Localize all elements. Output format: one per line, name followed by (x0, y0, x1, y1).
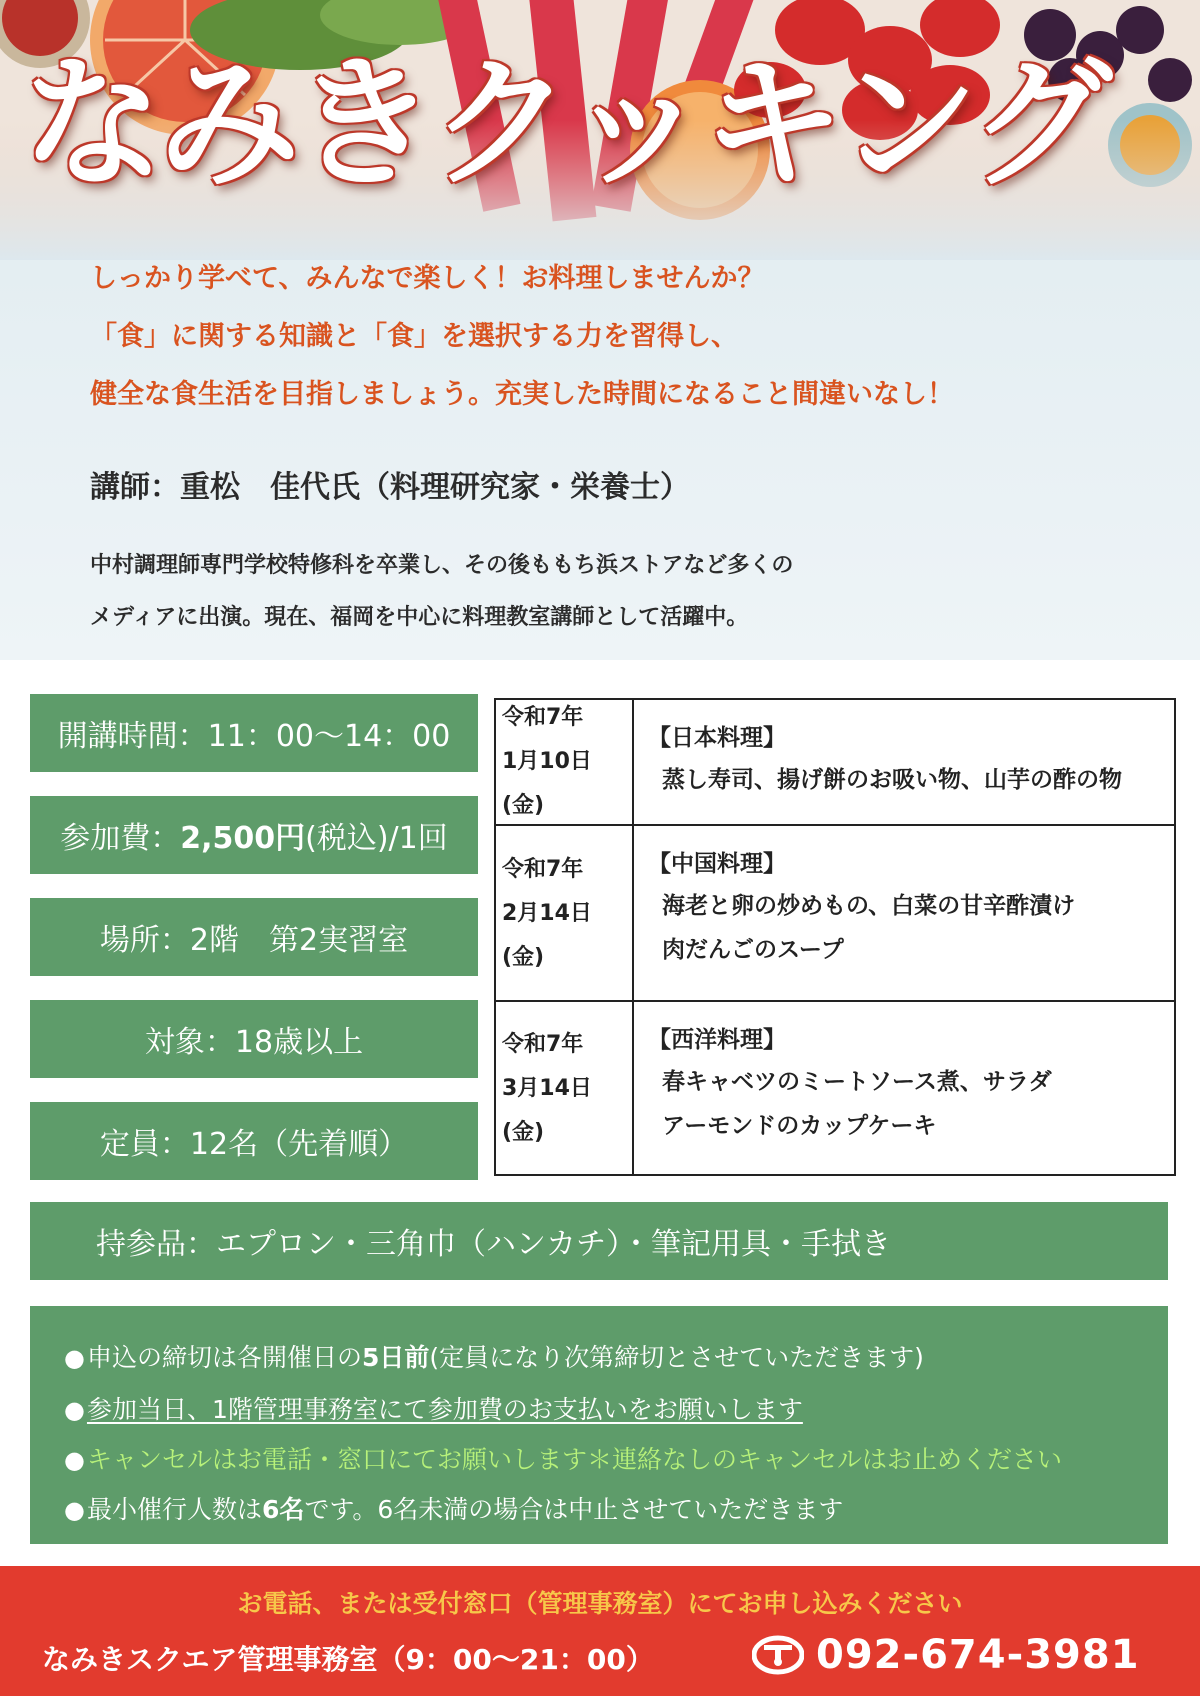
menu-category: 【西洋料理】 (648, 1027, 786, 1053)
page-title: なみきクッキング (22, 42, 1106, 207)
bullet-icon: ● (64, 1396, 85, 1424)
note-cancel-text: キャンセルはお電話・窓口にてお願いします＊連絡なしのキャンセルはお止めください (86, 1445, 1062, 1474)
fee-value: 2,500円 (180, 821, 306, 856)
footer (0, 1566, 1200, 1696)
note-payment (64, 1390, 803, 1426)
note-deadline-post: (定員になり次第締切とさせていただきます) (429, 1343, 924, 1372)
schedule-day: 2月14日(金) (502, 901, 592, 970)
bio-line: メディアに出演。現在、福岡を中心に料理教室講師として活躍中。 (90, 605, 749, 630)
time-text: 開講時間：11：00〜14：00 (57, 719, 451, 754)
menu-dish: 海老と卵の炒めもの、白菜の甘辛酢漬け (662, 893, 1076, 919)
note-minimum (64, 1490, 843, 1526)
menu-dish: 肉だんごのスープ (662, 937, 844, 963)
schedule-date (496, 826, 634, 1002)
phone-icon (752, 1635, 804, 1675)
capacity-box (30, 1102, 478, 1180)
intro-line: 「食」に関する知識と「食」を選択する力を習得し、 (90, 321, 738, 352)
phone-number[interactable]: 092-674-3981 (816, 1632, 1140, 1678)
target-text: 対象：18歳以上 (144, 1025, 364, 1060)
schedule-date (496, 700, 634, 824)
items-box (30, 1202, 1168, 1280)
office-name: なみきスクエア管理事務室（9：00〜21：00） (42, 1643, 654, 1676)
schedule-day: 3月14日(金) (502, 1076, 592, 1145)
note-payment-text: 参加当日、1階管理事務室にて参加費のお支払いをお願いします (86, 1395, 803, 1424)
schedule-row (496, 824, 1174, 1002)
note-cancel (64, 1440, 1062, 1476)
schedule-row (496, 1000, 1174, 1176)
schedule-menu (634, 1002, 1052, 1176)
schedule-menu (634, 826, 1075, 1002)
schedule-year: 令和7年 (502, 705, 584, 730)
note-deadline (64, 1338, 924, 1374)
footer-note: お電話、または受付窓口（管理事務室）にてお申し込みください (237, 1589, 963, 1618)
schedule-date (496, 1002, 634, 1176)
schedule-menu (634, 700, 1122, 824)
intro-line: しっかり学べて、みんなで楽しく！お料理しませんか？ (90, 263, 765, 294)
schedule-year: 令和7年 (502, 857, 584, 882)
bullet-icon: ● (64, 1344, 85, 1372)
fee-box (30, 796, 478, 874)
intro-line: 健全な食生活を目指しましょう。充実した時間になること間違いなし！ (90, 379, 954, 410)
place-box (30, 898, 478, 976)
note-minimum-bold: 6名 (261, 1495, 305, 1524)
note-minimum-post: です。6名未満の場合は中止させていただきます (304, 1495, 844, 1524)
notes-box (30, 1306, 1168, 1544)
bullet-icon: ● (64, 1446, 85, 1474)
target-box (30, 1000, 478, 1078)
phone-contact (752, 1632, 1140, 1678)
fee-label: 参加費： (60, 821, 181, 856)
hero-section (0, 0, 1200, 660)
bullet-icon: ● (64, 1496, 85, 1524)
instructor-heading: 講師：重松 佳代氏（料理研究家・栄養士） (90, 470, 690, 505)
schedule-day: 1月10日(金) (502, 749, 592, 818)
instructor-bio (90, 540, 793, 644)
place-text: 場所：2階 第2実習室 (99, 923, 409, 958)
note-minimum-pre: 最小催行人数は (86, 1495, 262, 1524)
schedule-year: 令和7年 (502, 1032, 584, 1057)
menu-dish: 蒸し寿司、揚げ餅のお吸い物、山芋の酢の物 (662, 767, 1122, 793)
menu-category: 【中国料理】 (648, 851, 786, 877)
schedule-table (494, 698, 1176, 1176)
menu-dish: アーモンドのカップケーキ (662, 1113, 937, 1139)
time-box (30, 694, 478, 772)
note-deadline-bold: 5日前 (361, 1343, 430, 1372)
fee-suffix: (税込)/1回 (305, 821, 448, 856)
bio-line: 中村調理師専門学校特修科を卒業し、その後ももち浜ストアなど多くの (90, 553, 794, 578)
items-text: 持参品：エプロン・三角巾（ハンカチ）・筆記用具・手拭き (96, 1227, 891, 1262)
capacity-text: 定員：12名（先着順） (99, 1127, 409, 1162)
intro-text (90, 250, 954, 424)
note-deadline-pre: 申込の締切は各開催日の (86, 1343, 362, 1372)
menu-dish: 春キャベツのミートソース煮、サラダ (662, 1069, 1052, 1095)
menu-category: 【日本料理】 (648, 725, 786, 751)
schedule-row (496, 700, 1174, 824)
